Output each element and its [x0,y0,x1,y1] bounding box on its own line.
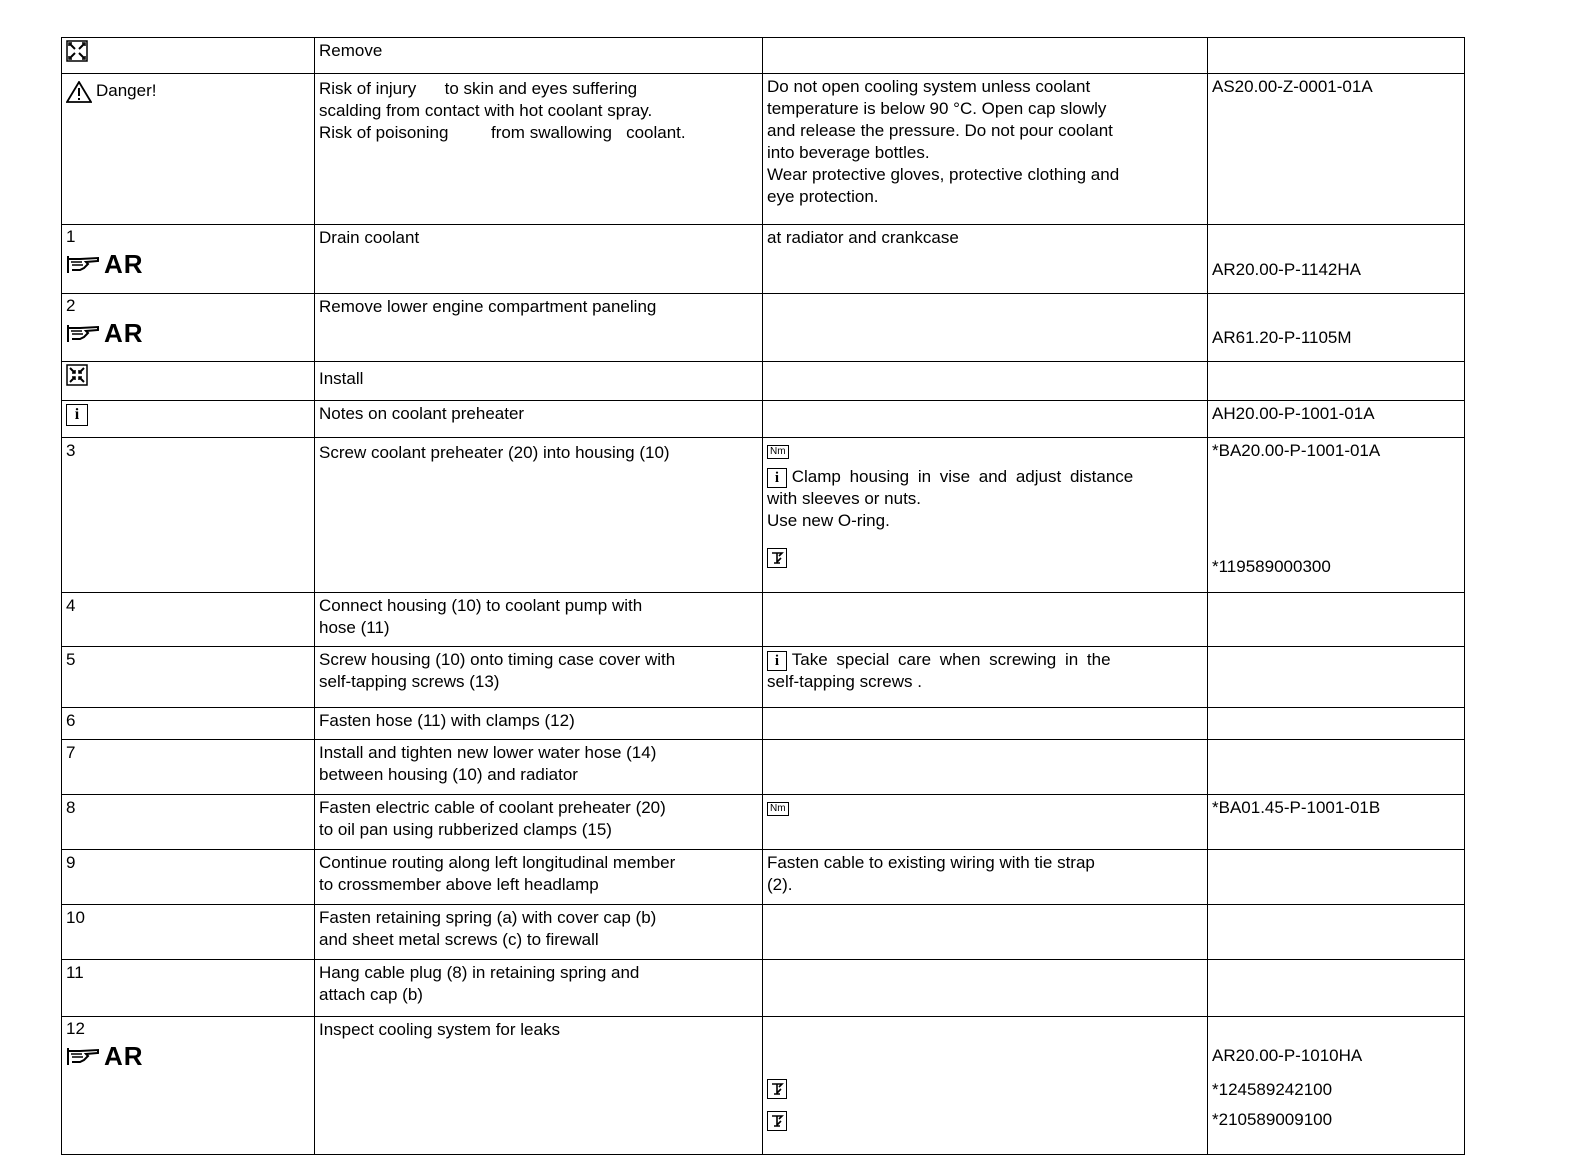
info-icon: i [66,404,88,426]
table-row [62,647,1465,708]
ar-label: AR [104,1041,144,1071]
step-note: Use new O-ring. [767,511,890,530]
warning-icon [66,81,92,103]
table-row [62,850,1465,905]
table-row [62,740,1465,795]
remove-icon [66,40,88,62]
reference-link[interactable]: AR20.00-P-1142HA [1208,225,1465,294]
step-note: Clamp housing in vise and adjust distance [791,467,1134,486]
info-icon: i [767,468,787,488]
step-action: Connect housing (10) to coolant pump with [319,596,643,615]
risk-line: scalding from contact with hot coolant spray. [319,101,653,120]
step-number: 9 [62,850,315,905]
table-row [62,708,1465,740]
table-row [62,74,1465,225]
measure-line: Do not open cooling system unless coolant [767,77,1091,96]
table-row [62,438,1465,593]
step-number: 4 [62,593,315,647]
step-action: to crossmember above left headlamp [319,875,599,894]
ar-label: AR [104,249,144,279]
step-number: 2 [66,296,76,315]
step-number: 3 [62,438,315,593]
step-action: Fasten hose (11) with clamps (12) [315,708,763,740]
table-row [62,795,1465,850]
reference-link[interactable]: *119589000300 [1212,557,1331,576]
step-action: Fasten electric cable of coolant preheater (20) [319,798,666,817]
step-note: with sleeves or nuts. [767,489,922,508]
reference-link[interactable]: *210589009100 [1212,1110,1333,1129]
step-number: 7 [62,740,315,795]
step-note: Fasten cable to existing wiring with tie strap [767,853,1095,872]
table-row [62,38,1465,74]
step-action: Drain coolant [315,225,763,294]
danger-label: Danger! [96,81,157,100]
step-note: Take special care when screwing in the [791,650,1111,669]
step-action: Continue routing along left longitudinal member [319,853,676,872]
step-action: Screw coolant preheater (20) into housing (10) [315,438,763,593]
step-number: 5 [62,647,315,708]
install-icon [66,364,88,386]
special-tool-icon [767,1079,787,1099]
section-title-remove: Remove [315,38,763,74]
measure-line: and release the pressure. Do not pour coolant [767,121,1113,140]
table-row [62,960,1465,1017]
step-number: 10 [62,905,315,960]
torque-icon: Nm [767,802,789,816]
step-note: (2). [767,875,793,894]
ar-link[interactable] [66,318,310,348]
table-row [62,362,1465,401]
step-action: Remove lower engine compartment paneling [315,294,763,362]
table-row [62,225,1465,294]
risk-line: Risk of poisoning from swallowing coolant. [319,123,686,142]
step-note: self-tapping screws . [767,672,922,691]
pointing-hand-icon [66,322,100,344]
step-number: 8 [62,795,315,850]
step-action: and sheet metal screws (c) to firewall [319,930,599,949]
reference-link[interactable]: AS20.00-Z-0001-01A [1208,74,1465,225]
reference-link[interactable]: *BA20.00-P-1001-01A [1212,441,1381,460]
reference-link[interactable]: AH20.00-P-1001-01A [1208,401,1465,438]
pointing-hand-icon [66,253,100,275]
measure-line: into beverage bottles. [767,143,930,162]
section-title-install: Install [315,362,763,401]
table-row [62,593,1465,647]
step-action: Notes on coolant preheater [315,401,763,438]
table-row [62,294,1465,362]
reference-link[interactable]: AR20.00-P-1010HA [1212,1046,1363,1065]
step-action: attach cap (b) [319,985,423,1004]
reference-link[interactable]: *BA01.45-P-1001-01B [1208,795,1465,850]
step-action: Fasten retaining spring (a) with cover cap (b) [319,908,657,927]
step-action: Hang cable plug (8) in retaining spring and [319,963,640,982]
step-action: Inspect cooling system for leaks [315,1017,763,1155]
table-row [62,401,1465,438]
step-number: 12 [66,1019,85,1038]
table-row [62,1017,1465,1155]
measure-line: Wear protective gloves, protective clothing and [767,165,1120,184]
info-icon: i [767,651,787,671]
step-number: 11 [62,960,315,1017]
remove-icon-cell [62,38,315,74]
risk-line: Risk of injury to skin and eyes suffering [319,79,638,98]
step-action: self-tapping screws (13) [319,672,500,691]
measure-line: eye protection. [767,187,879,206]
step-action: between housing (10) and radiator [319,765,578,784]
special-tool-icon [767,548,787,568]
pointing-hand-icon [66,1045,100,1067]
procedure-table [61,37,1465,1155]
step-number: 6 [62,708,315,740]
special-tool-icon [767,1111,787,1131]
ar-link[interactable] [66,1041,310,1071]
reference-link[interactable]: AR61.20-P-1105M [1208,294,1465,362]
reference-link[interactable]: *124589242100 [1212,1080,1333,1099]
torque-icon: Nm [767,445,789,459]
table-row [62,905,1465,960]
measure-line: temperature is below 90 °C. Open cap slowly [767,99,1107,118]
step-action: to oil pan using rubberized clamps (15) [319,820,612,839]
step-action: Screw housing (10) onto timing case cover with [319,650,676,669]
step-number: 1 [66,227,76,246]
step-action: Install and tighten new lower water hose (14) [319,743,657,762]
step-action: hose (11) [319,618,390,637]
ar-link[interactable] [66,249,310,279]
ar-label: AR [104,318,144,348]
step-note: at radiator and crankcase [763,225,1208,294]
